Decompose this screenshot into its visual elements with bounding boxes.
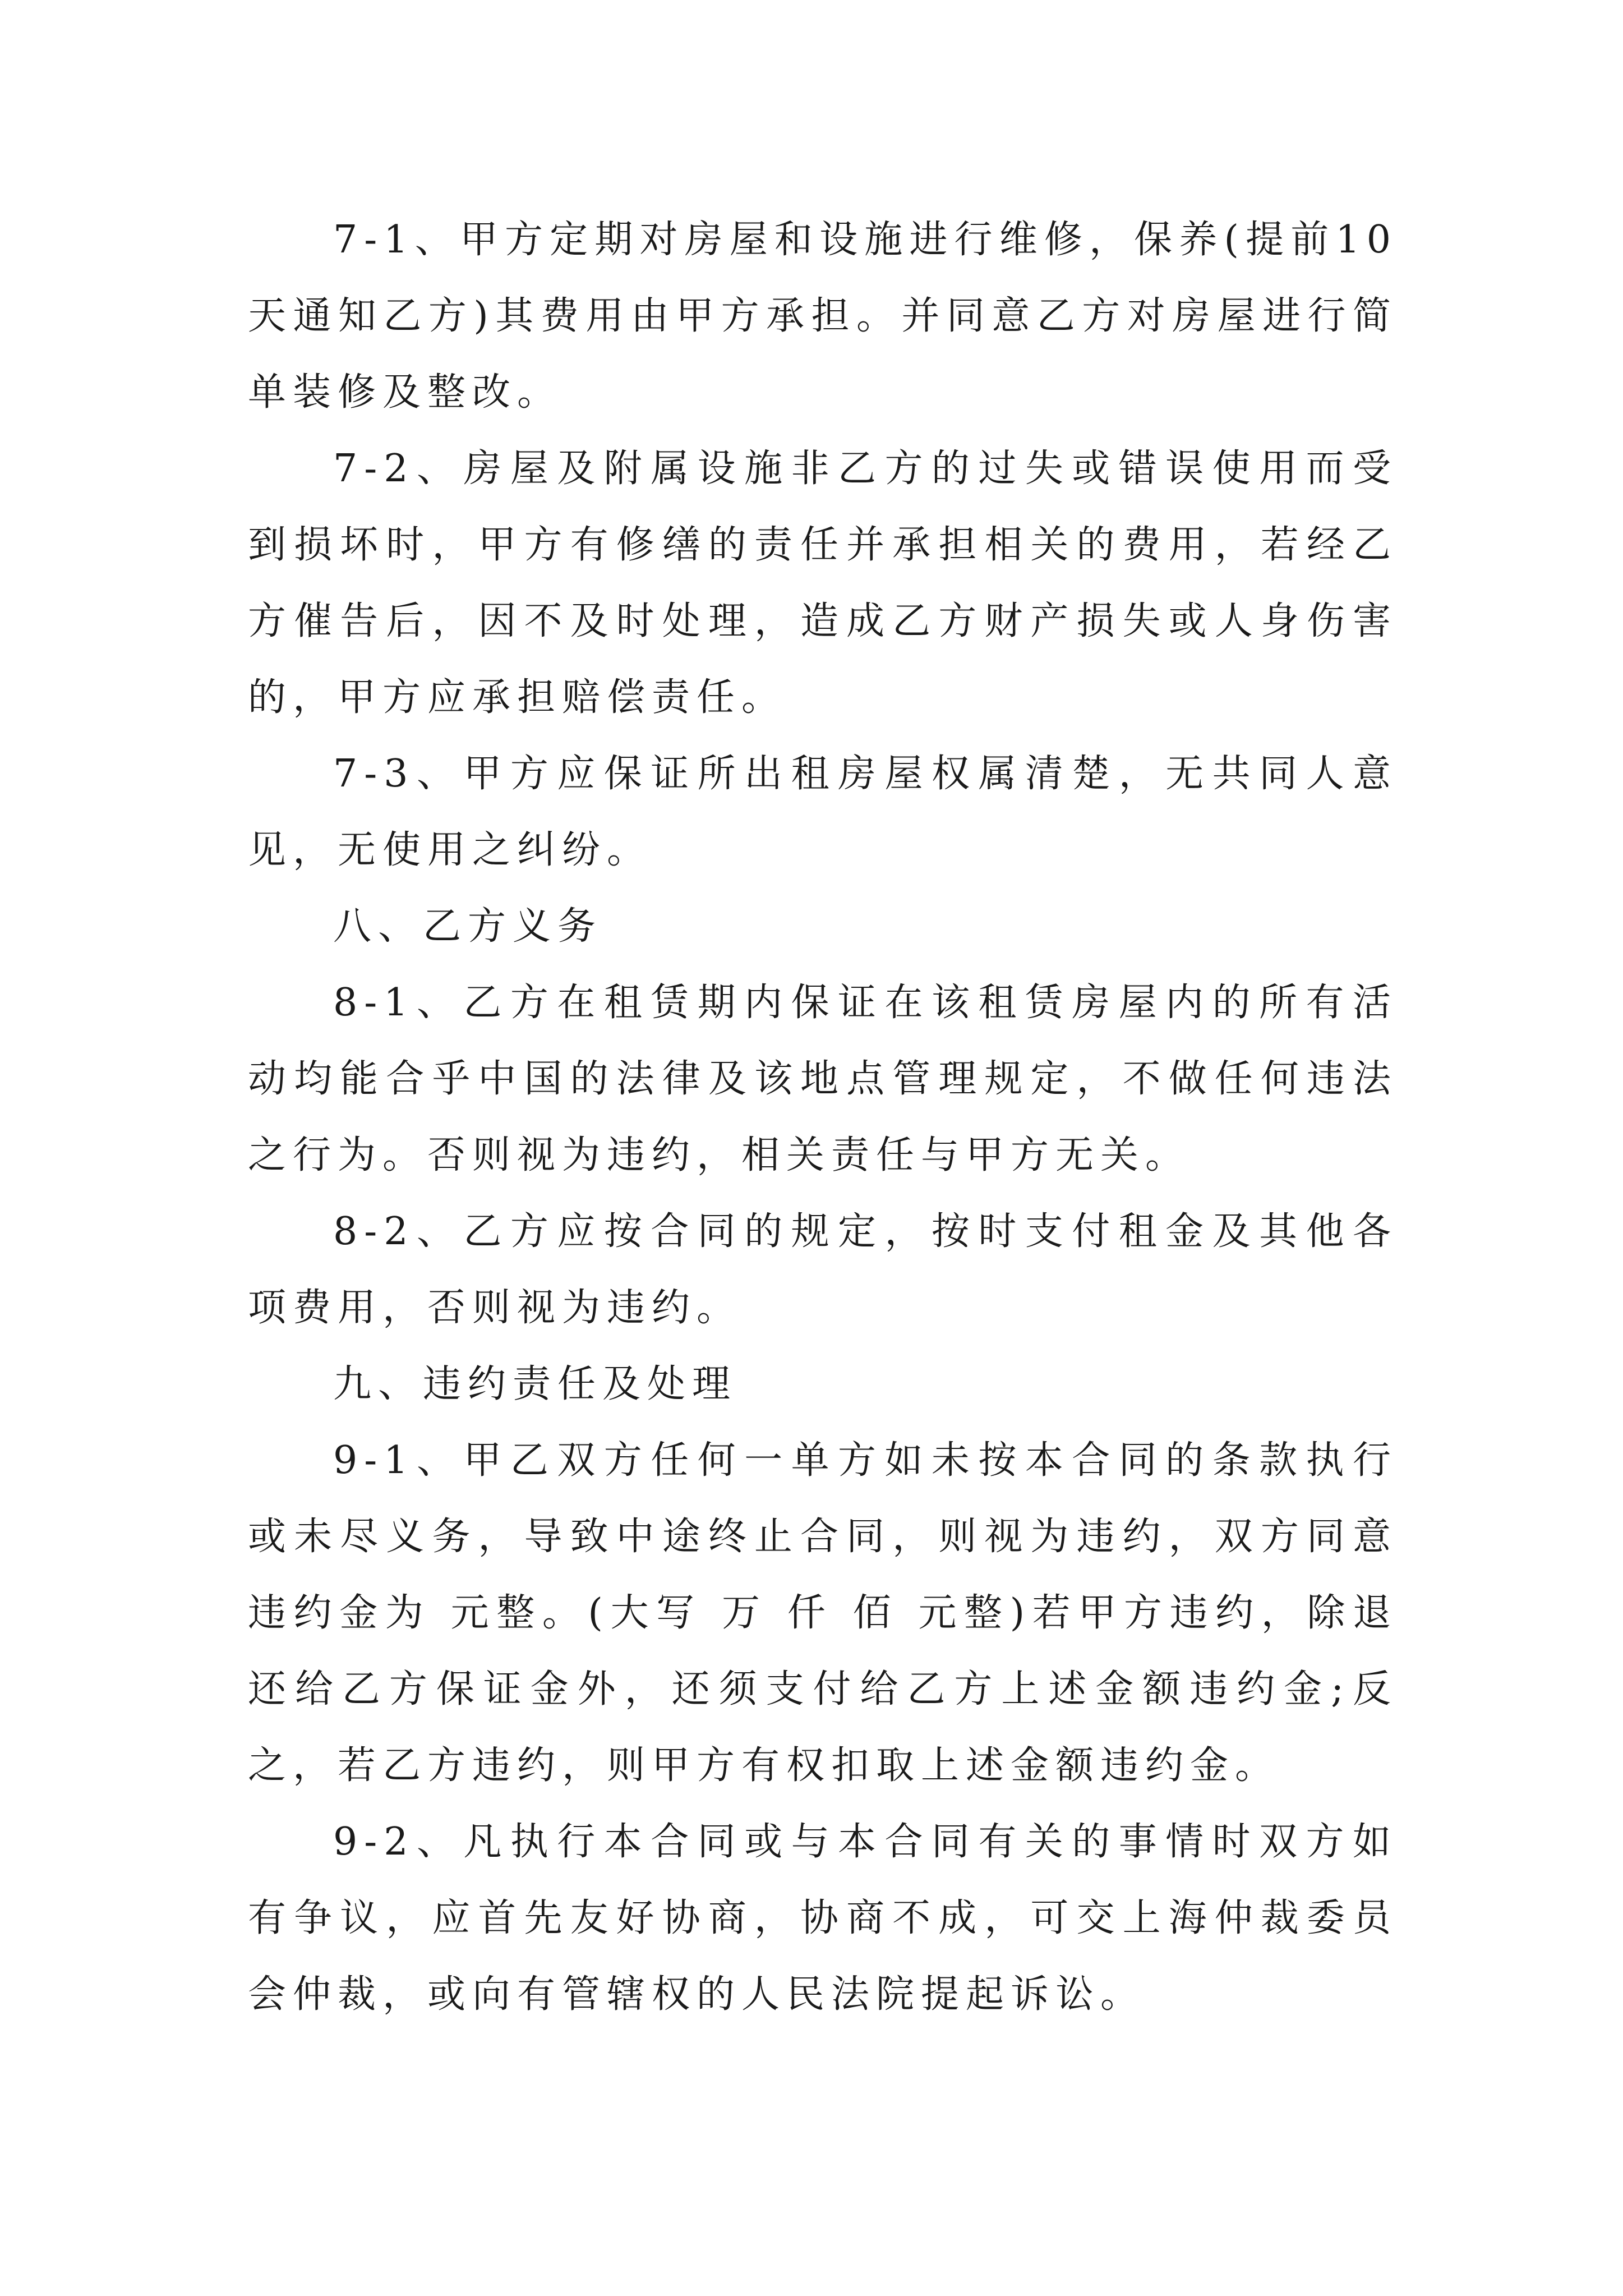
- section-heading-8: 八、乙方义务: [333, 904, 603, 949]
- clause-8-1: 8-1、乙方在租赁期内保证在该租赁房屋内的所有活动均能合乎中国的法律及该地点管理规定，不做任何违法之行为。否则视为违约，相关责任与甲方无关。: [248, 981, 1398, 1177]
- document-body: [248, 202, 1398, 2033]
- clause-7-2: 7-2、房屋及附属设施非乙方的过失或错误使用而受到损坏时，甲方有修缮的责任并承担相关的费用，若经乙方催告后，因不及时处理，造成乙方财产损失或人身伤害的，甲方应承担赔偿责任。: [248, 447, 1398, 720]
- section-heading-9: 九、违约责任及处理: [333, 1362, 737, 1406]
- clause-8-2: 8-2、乙方应按合同的规定，按时支付租金及其他各项费用，否则视为违约。: [248, 1209, 1398, 1330]
- clause-9-1: 9-1、甲乙双方任何一单方如未按本合同的条款执行或未尽义务，导致中途终止合同，则视为违约，双方同意违约金为 元整。(大写 万 仟 佰 元整)若甲方违约，除退还给乙方保证金外，还须支付给乙方上述金额违约金;反之，若乙方违约，则甲方有权扣取上述金额违约金。: [248, 1438, 1398, 1788]
- clause-7-3: 7-3、甲方应保证所出租房屋权属清楚，无共同人意见，无使用之纠纷。: [248, 752, 1398, 872]
- clause-7-1: 7-1、甲方定期对房屋和设施进行维修，保养(提前10天通知乙方)其费用由甲方承担。并同意乙方对房屋进行简单装修及整改。: [248, 218, 1398, 415]
- clause-9-2: 9-2、凡执行本合同或与本合同有关的事情时双方如有争议，应首先友好协商，协商不成，可交上海仲裁委员会仲裁，或向有管辖权的人民法院提起诉讼。: [248, 1820, 1398, 2017]
